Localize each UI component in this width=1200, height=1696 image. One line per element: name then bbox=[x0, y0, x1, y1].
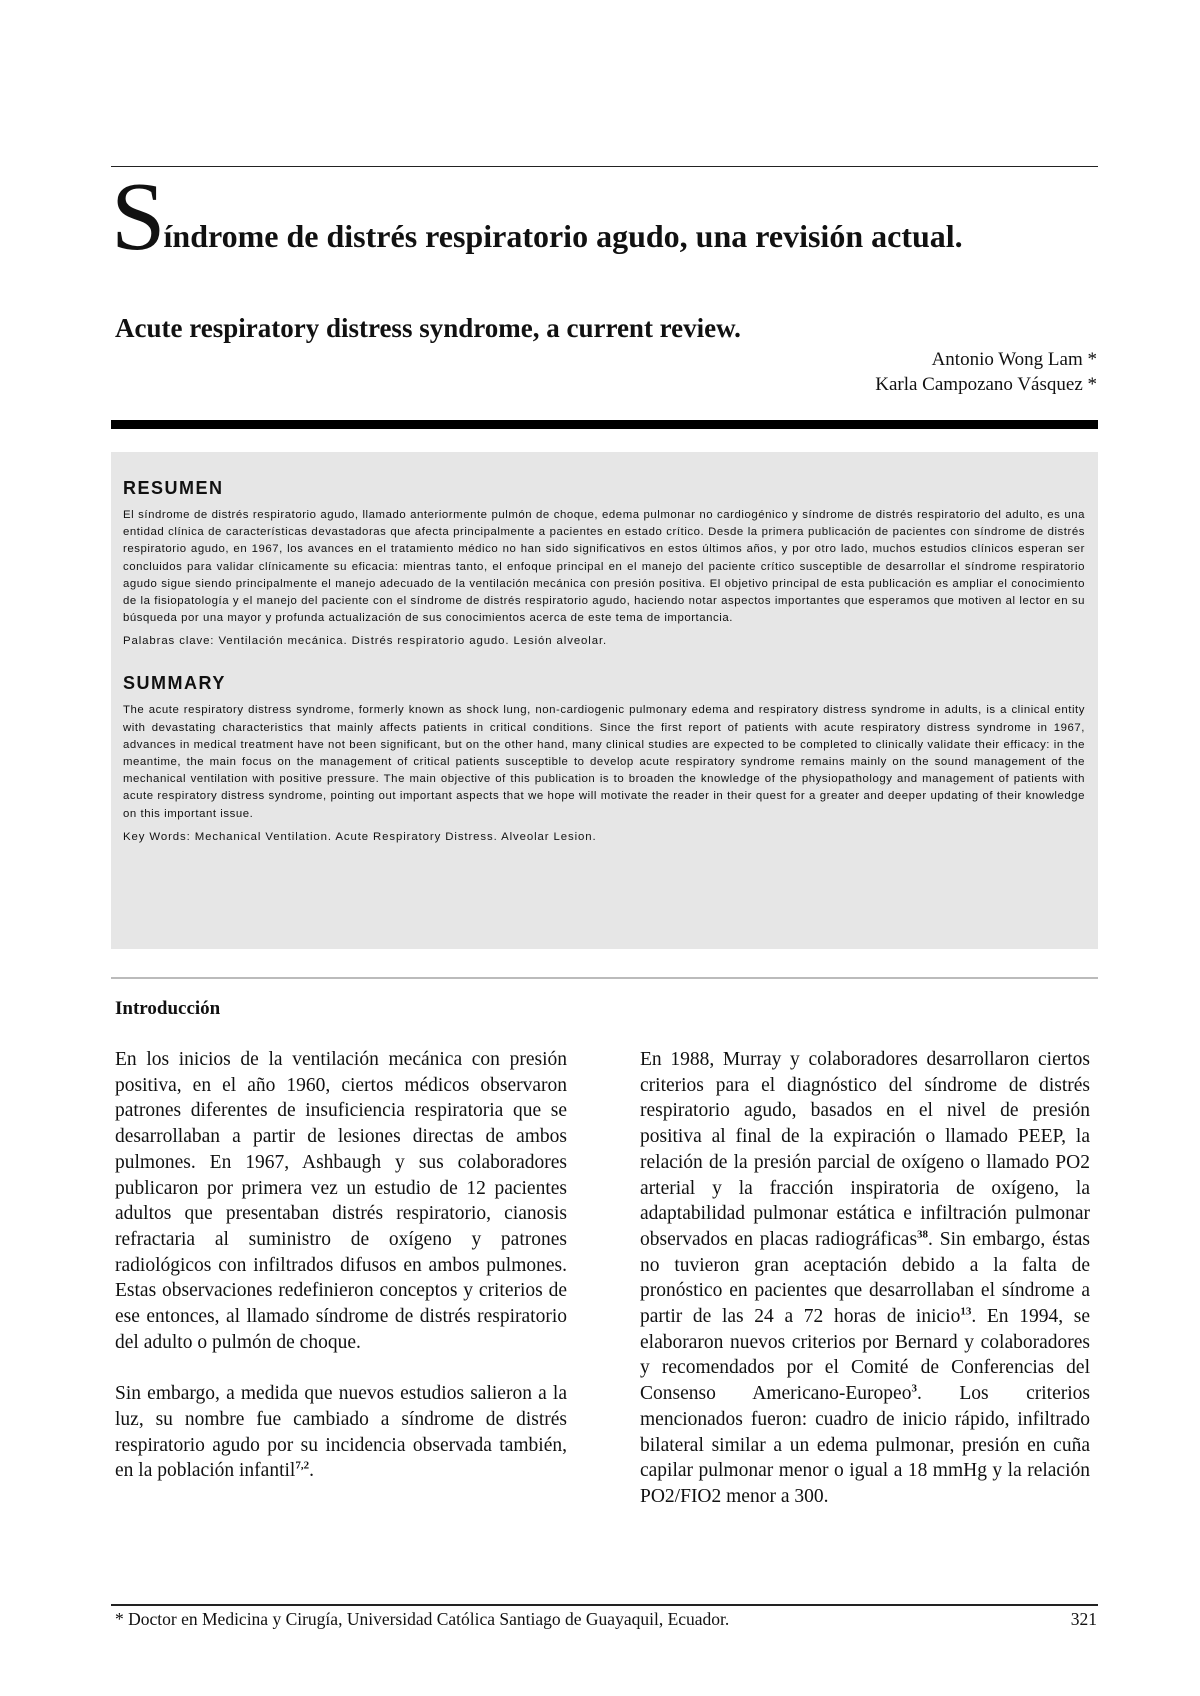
resumen-keywords: Palabras clave: Ventilación mecánica. Distrés respiratorio agudo. Lesión alveolar. bbox=[123, 635, 608, 648]
paragraph: En los inicios de la ventilación mecánica con presión positiva, en el año 1960, ciertos médicos observaron patrones diferentes de insuficiencia respiratoria que se desarrollaban a partir de lesiones directas de ambos pulmones. En 1967, Ashbaugh y sus colaboradores publicaron por primera vez un estudio de 12 pacientes adultos que presentaban distrés respiratorio, cianosis refractaria al suministro de oxígeno y patrones radiológicos con infiltrados difusos en ambos pulmones. Estas observaciones redefinieron conceptos y criterios de ese entonces, al llamado síndrome de distrés respiratorio del adulto o pulmón de choque. bbox=[115, 1049, 567, 1353]
body-column-right bbox=[640, 1047, 1090, 1535]
authors bbox=[875, 347, 1097, 397]
title-dropcap: S bbox=[111, 163, 164, 271]
body-column-left bbox=[115, 1047, 567, 1510]
citation-ref: 7,2 bbox=[295, 1459, 310, 1472]
summary-keywords: Key Words: Mechanical Ventilation. Acute Respiratory Distress. Alveolar Lesion. bbox=[123, 830, 597, 843]
author-1: Antonio Wong Lam * bbox=[931, 349, 1097, 370]
summary-heading: SUMMARY bbox=[123, 673, 226, 694]
abstract-divider bbox=[111, 977, 1098, 979]
footer-rule bbox=[111, 1604, 1098, 1606]
citation-ref: 38 bbox=[917, 1228, 929, 1241]
article-subtitle: Acute respiratory distress syndrome, a current review. bbox=[115, 313, 741, 343]
citation-ref: 3 bbox=[911, 1382, 917, 1395]
section-heading: Introducción bbox=[115, 998, 221, 1019]
author-2: Karla Campozano Vásquez * bbox=[875, 374, 1097, 395]
title-text: índrome de distrés respiratorio agudo, una revisión actual. bbox=[163, 218, 963, 254]
paragraph: En 1988, Murray y colaboradores desarrollaron ciertos criterios para el diagnóstico del síndrome de distrés respiratorio agudo, basados en el nivel de presión positiva al final de la expiración o llamado PEEP, la relación de la presión parcial de oxígeno o llamado PO2 arterial y la fracción inspiratoria de oxígeno, la adaptabilidad pulmonar estática e infiltración pulmonar observados en placas radiográficas$^{38}$. Sin embargo, éstas no tuvieron gran aceptación debido a la falta de pronóstico en pacientes que desarrollaban el síndrome a partir de las 24 a 72 horas de inicio$^{13}$. En 1994, se elaboraron nuevos criterios por Bernard y colaboradores y recomendados por el Comité de Conferencias del Consenso Americano-Europeo$^3$. Los criterios mencionados fueron: cuadro de inicio rápido, infiltrado bilateral similar a un edema pulmonar, presión en cuña capilar pulmonar menor o igual a 18 mmHg y la relación PO2/FIO2 menor a 300. bbox=[640, 1049, 1091, 1507]
page-number: 321 bbox=[1070, 1609, 1097, 1629]
summary-text: The acute respiratory distress syndrome, formerly known as shock lung, non-cardiogenic pulmonary edema and respiratory distress syndrome in adults, is a clinical entity with devastating characteristics that mainly affects patients in critical conditions. Since the first report of patients with acute respiratory distress syndrome in 1967, advances in medical treatment have not been significant, but on the other hand, many clinical studies are expected to be completed to clinically validate their efficacy: in the meantime, the main focus on the management of critical patients susceptible to develop acute respiratory syndrome remains mainly on the sound management of the mechanical ventilation with positive pressure. The main objective of this publication is to broaden the knowledge of the physiopathology and management of patients with acute respiratory distress syndrome, pointing out important aspects that we hope will motivate the reader in their quest for a greater and deeper updating of their knowledge on this important issue. bbox=[123, 704, 1085, 820]
top-rule bbox=[111, 166, 1098, 167]
article-title bbox=[111, 163, 1098, 271]
citation-ref: 13 bbox=[960, 1305, 972, 1318]
resumen-text: El síndrome de distrés respiratorio agudo, llamado anteriormente pulmón de choque, edema pulmonar no cardiogénico y síndrome de distrés respiratorio del adulto, es una entidad clínica de características devastadoras que afecta principalmente a pacientes en estado crítico. Desde la primera publicación de pacientes con síndrome de distrés respiratorio agudo, en 1967, los avances en el tratamiento médico no han sido significativos en estos últimos años, y por otro lado, muchos estudios clínicos esperan ser concluidos para validar clínicamente su eficacia: mientras tanto, el enfoque principal en el manejo del paciente crítico susceptible de desarrollar el síndrome respiratorio agudo sigue siendo principalmente el manejo adecuado de la ventilación mecánica con presión positiva. El objetivo principal de esta publicación es ampliar el conocimiento de la fisiopatología y el manejo del paciente con el síndrome de distrés respiratorio agudo, haciendo notar aspectos importantes que esperamos que motiven al lector en su búsqueda por una mayor y profunda actualización de sus conocimientos acerca de este tema de importancia. bbox=[123, 509, 1085, 625]
paragraph: Sin embargo, a medida que nuevos estudios salieron a la luz, su nombre fue cambiado a síndrome de distrés respiratorio agudo por su incidencia observada también, en la población infantil$^{7,2}$. bbox=[115, 1383, 567, 1482]
header-divider bbox=[111, 420, 1098, 429]
footnote: * Doctor en Medicina y Cirugía, Universidad Católica Santiago de Guayaquil, Ecuador. bbox=[115, 1609, 730, 1629]
abstract-box bbox=[111, 452, 1098, 949]
resumen-heading: RESUMEN bbox=[123, 478, 224, 498]
